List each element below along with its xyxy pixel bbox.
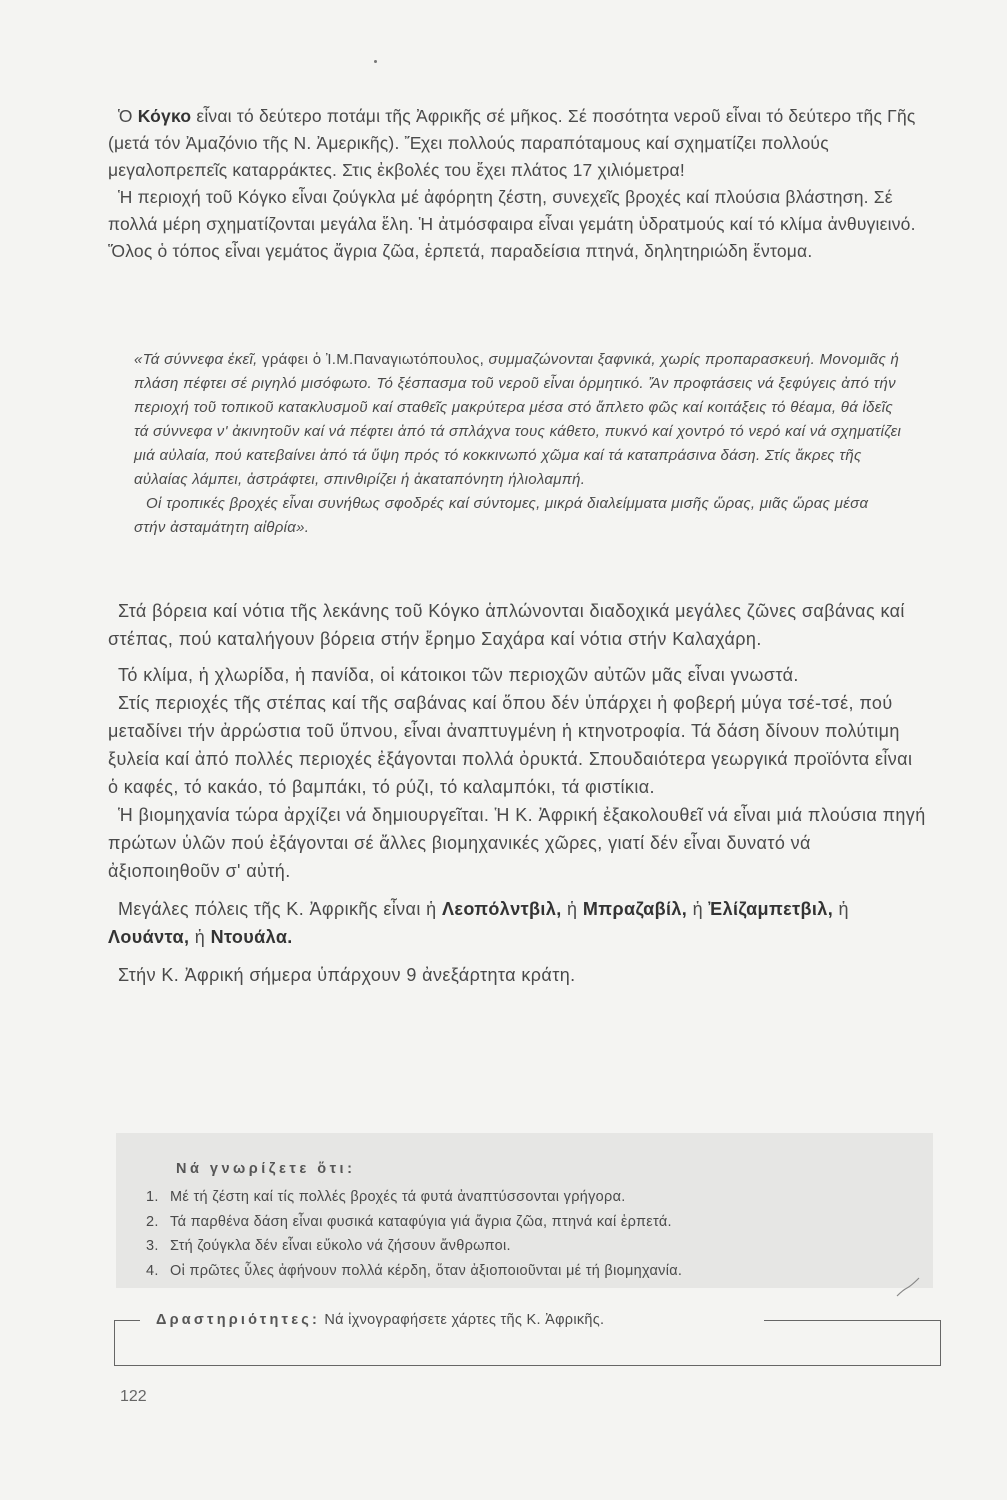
activities-text: Δραστηριότητες: Νά ἰχνογραφήσετε χάρτες τῆς Κ. Ἀφρικῆς. — [156, 1312, 605, 1328]
page-dot — [374, 60, 377, 63]
intro-paragraph-1: Ὁ Κόγκο εἶναι τό δεύτερο ποτάμι τῆς Ἀφρικῆς σέ μῆκος. Σέ ποσότητα νεροῦ εἶναι τό δεύτερο τῆς Γῆς (μετά τόν Ἀμαζόνιο τῆς Ν. Ἀμερικῆς). Ἔχει πολλούς παραπόταμους καί σχηματίζει πολλούς μεγαλοπρεπεῖς καταρράκτες. Στις ἐκβολές του ἔχει πλάτος 17 χιλιόμετρα! — [108, 106, 916, 180]
intro-paragraph-2: Ἡ περιοχή τοῦ Κόγκο εἶναι ζούγκλα μέ ἀφόρητη ζέστη, συνεχεῖς βροχές καί πλούσια βλάστηση. Σέ πολλά μέρη σχηματίζονται μεγάλα ἕλη. Ἡ ἀτμόσφαιρα εἶναι γεμάτη ὑδρατμούς καί τό κλίμα ἀνθυγιεινό. Ὅλος ὁ τόπος εἶναι γεμάτος ἄγρια ζῶα, ἑρπετά, παραδείσια πτηνά, δηλητηριώδη ἔντομα. — [108, 187, 916, 261]
frame-line — [940, 1320, 941, 1366]
main-paragraph-states: Στήν Κ. Ἀφρική σήμερα ὑπάρχουν 9 ἀνεξάρτητα κράτη. — [118, 965, 576, 985]
list-item: 3. Στή ζούγκλα δέν εἶναι εὔκολο νά ζήσουν ἄνθρωποι. — [146, 1238, 511, 1254]
city-brazzaville: Μπραζαβίλ, — [582, 899, 688, 919]
main-paragraph-cities: Μεγάλες πόλεις τῆς Κ. Ἀφρικῆς εἶναι ἡ Λεοπόλντβιλ, ἡ Μπραζαβίλ, ἡ Ἐλίζαμπετβιλ, ἡ Λουάντα, ἡ Ντουάλα. — [108, 899, 849, 947]
congo-term: Κόγκο — [137, 106, 192, 126]
city-elisabethville: Ἐλίζαμπετβιλ, — [708, 899, 834, 919]
activities-box — [114, 1312, 941, 1366]
list-item: 4. Οἱ πρῶτες ὗλες ἀφήνουν πολλά κέρδη, ὅταν ἀξιοποιοῦνται μέ τή βιομηχανία. — [146, 1262, 683, 1279]
main-paragraph-1: Στά βόρεια καί νότια τῆς λεκάνης τοῦ Κόγκο ἁπλώνονται διαδοχικά μεγάλες ζῶνες σαβάνας καί στέπας, πού καταλήγουν βόρεια στήν ἔρημο Σαχάρα καί νότια στήν Καλαχάρη. — [108, 601, 905, 649]
know-box — [116, 1133, 933, 1288]
quote-paragraph-1: «Τά σύννεφα ἐκεῖ, γράφει ὁ Ἰ.Μ.Παναγιωτόπουλος, συμμαζώνονται ξαφνικά, χωρίς προπαρασκευή. Μονομιᾶς ἡ πλάση πέφτει σέ ριγηλό μισόφωτο. Τό ξέσπασμα τοῦ νεροῦ εἶναι ὁρμητικό. Ἄν προφτάσεις νά ξεφύγεις ἀπό τήν περιοχή τοῦ τοπικοῦ κατακλυσμοῦ καί σταθεῖς μακρύτερα μέσα στό ἄπλετο φῶς καί κοιτάξεις τό θέαμα, θά ἰδεῖς τά σύννεφα ν' ἀκινητοῦν καί νά πέφτει ἀπό τά σπλάχνα τους κάθετο, πυκνό καί χοντρό τό νερό καί νά σχηματίζει μιά αὐλαία, πού κατεβαίνει ἀπό τά ὕψη πρός τό κοκκινωπό χῶμα καί τά καταπράσινα δάση. Στίς ἄκρες τῆς αὐλαίας λάμπει, ἀστράφτει, σπινθιρίζει ἡ ἀκαταπόνητη ἡλιολαμπή. — [134, 351, 902, 488]
quote-section — [134, 348, 904, 540]
main-paragraph-4: Ἡ βιομηχανία τώρα ἀρχίζει νά δημιουργεῖται. Ἡ Κ. Ἀφρική ἐξακολουθεῖ νά εἶναι μιά πλούσια πηγή πρώτων ὑλῶν πού ἐξάγονται σέ ἄλλες βιομηχανικές χῶρες, γιατί δέν εἶναι δυνατό νά ἀξιοποιηθοῦν σ' αὐτή. — [108, 805, 926, 881]
list-item: 2. Τά παρθένα δάση εἶναι φυσικά καταφύγια γιά ἄγρια ζῶα, πτηνά καί ἑρπετά. — [146, 1213, 672, 1230]
frame-line — [114, 1320, 115, 1366]
frame-line — [764, 1320, 940, 1321]
city-douala: Ντουάλα. — [210, 927, 293, 947]
main-paragraph-3: Στίς περιοχές τῆς στέπας καί τῆς σαβάνας καί ὅπου δέν ὑπάρχει ἡ φοβερή μύγα τσέ-τσέ, πού μεταδίνει τήν ἀρρώστια τοῦ ὕπνου, εἶναι ἀναπτυγμένη ἡ κτηνοτροφία. Τά δάση δίνουν πολύτιμη ξυλεία καί ἀπό πολλές περιοχές ἐξάγονται πολλά ὀρυκτά. Σπουδαιότερα γεωργικά προϊόντα εἶναι ὁ καφές, τό κακάο, τό βαμπάκι, τό ρύζι, τό καλαμπόκι, τά φιστίκια. — [108, 693, 913, 797]
main-section — [108, 597, 928, 989]
city-leopoldville: Λεοπόλντβιλ, — [441, 899, 562, 919]
list-item: 1. Μέ τή ζέστη καί τίς πολλές βροχές τά φυτά ἀναπτύσσονται γρήγορα. — [146, 1189, 626, 1205]
page-number: 122 — [120, 1388, 147, 1405]
quote-paragraph-2: Οἱ τροπικές βροχές εἶναι συνήθως σφοδρές καί σύντομες, μικρά διαλείμματα μισῆς ὥρας, μιᾶς ὥρας μέσα στήν ἀσταμάτητη αἰθρία». — [134, 495, 869, 536]
city-luanda: Λουάντα, — [108, 927, 190, 947]
pencil-mark — [895, 1276, 921, 1298]
know-title: Νά γνωρίζετε ὅτι: — [176, 1161, 356, 1177]
frame-line — [114, 1365, 941, 1366]
frame-line — [114, 1320, 140, 1321]
intro-section — [108, 103, 928, 265]
activities-title: Δραστηριότητες: — [156, 1312, 321, 1328]
main-paragraph-2: Τό κλίμα, ἡ χλωρίδα, ἡ πανίδα, οἱ κάτοικοι τῶν περιοχῶν αὐτῶν μᾶς εἶναι γνωστά. — [118, 665, 799, 685]
know-list — [146, 1185, 682, 1283]
